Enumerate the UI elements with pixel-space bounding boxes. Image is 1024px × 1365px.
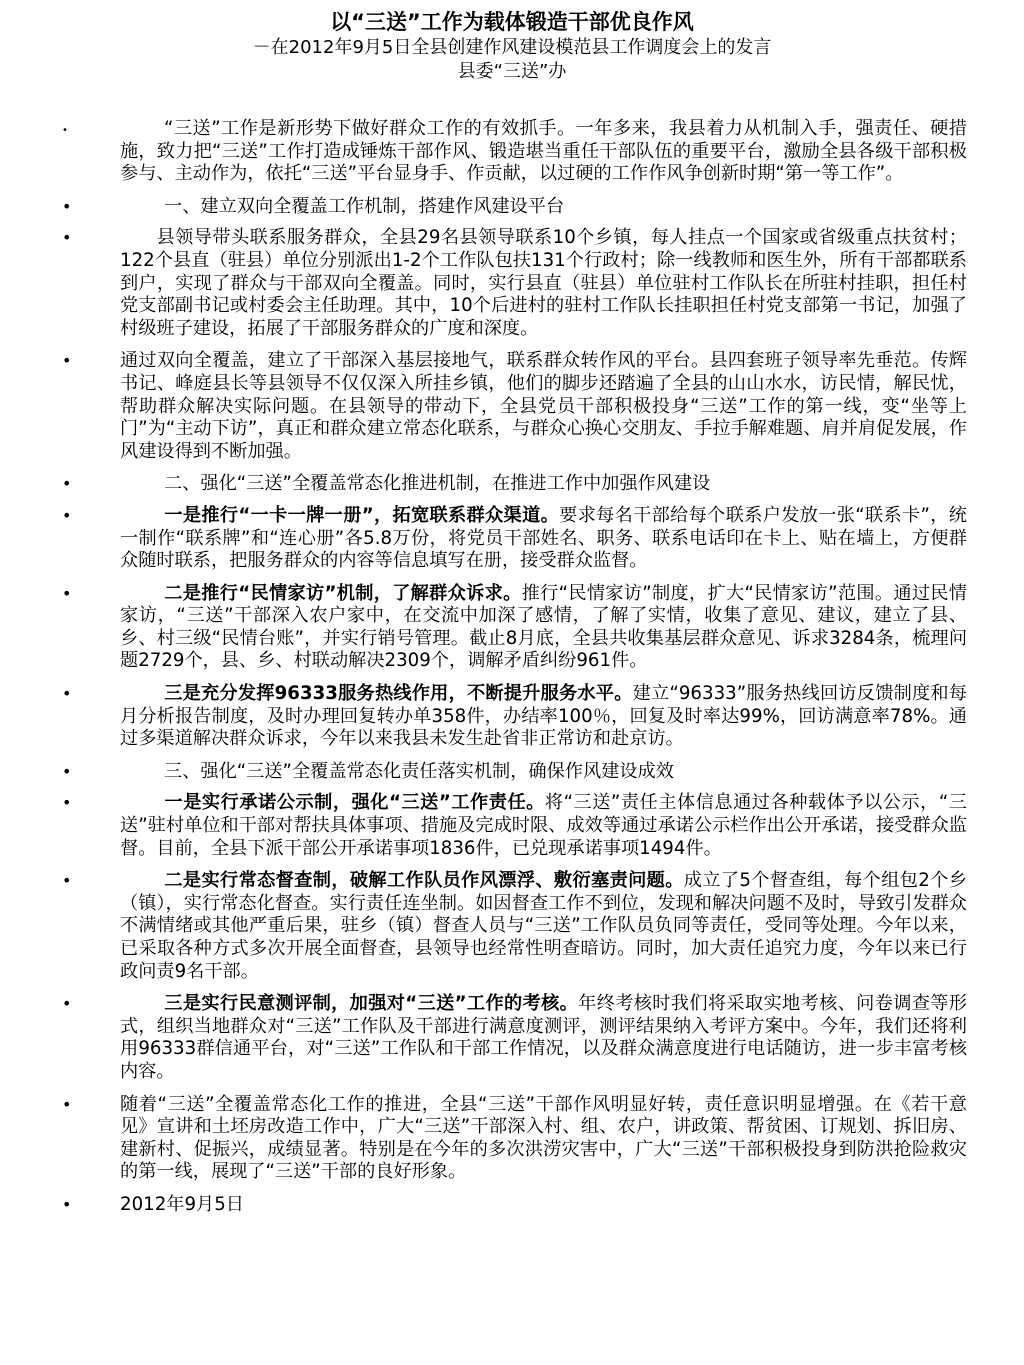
section-heading-3 xyxy=(62,761,967,784)
bullet-icon: • xyxy=(62,793,72,813)
paragraph xyxy=(62,993,967,1083)
paragraph-lead: 二是推行“民情家访”机制，了解群众诉求。 xyxy=(164,582,522,604)
bullet-icon: • xyxy=(62,228,72,248)
paragraph-intro xyxy=(62,118,967,186)
document-title: 以“三送”工作为载体锻造干部优良作风 xyxy=(330,10,694,34)
bullet-icon: • xyxy=(62,125,68,136)
paragraph-text: 要求每名干部给每个联系户发放一张“联系卡”，统一制作“联系牌”和“连心册”各5.8万份，将党员干部姓名、职务、联系电话印在卡上、贴在墙上，方便群众随时联系，把服务群众的内容等信息填写在册，接受群众监督。 xyxy=(120,504,967,572)
bullet-icon: • xyxy=(62,583,72,603)
paragraph-lead: 二是实行常态督查制，破解工作队员作风漂浮、敷衍塞责问题。 xyxy=(164,870,684,892)
paragraph-lead: 一是推行“一卡一牌一册”，拓宽联系群众渠道。 xyxy=(164,504,560,526)
paragraph xyxy=(62,227,967,340)
paragraph-text: 二、强化“三送”全覆盖常态化推进机制，在推进工作中加强作风建设 xyxy=(164,473,711,495)
bullet-icon: • xyxy=(62,684,72,704)
paragraph-text: 通过双向全覆盖，建立了干部深入基层接地气，联系群众转作风的平台。县四套班子领导率先垂范。传辉书记、峰庭县长等县领导不仅仅深入所挂乡镇，他们的脚步还踏遍了全县的山山水水，访民情，解民忧，帮助群众解决实际问题。在县领导的带动下，全县党员干部积极投身“三送”工作的第一线，变“坐等上门”为“主动下访”，真正和群众建立常态化联系，与群众心换心交朋友、手拉手解难题、肩并肩促发展，作风建设得到不断加强。 xyxy=(120,350,967,462)
paragraph-text: 将“三送”责任主体信息通过各种载体予以公示，“三送”驻村单位和干部对帮扶具体事项、措施及完成时限、成效等通过承诺公示栏作出公开承诺，接受群众监督。目前，全县下派干部公开承诺事项1836件，已兑现承诺事项1494件。 xyxy=(120,792,967,859)
document-author: 县委“三送”办 xyxy=(457,61,567,82)
section-heading-1 xyxy=(62,196,967,219)
document-date xyxy=(62,1194,967,1217)
paragraph-lead: 一是实行承诺公示制，强化“三送”工作责任。 xyxy=(164,792,545,814)
paragraph-text: 县领导带头联系服务群众，全县29名县领导联系10个乡镇，每人挂点一个国家或省级重点扶贫村；122个县直（驻县）单位分别派出1-2个工作队包扶131个行政村；除一线教师和医生外，所有干部都联系到户，实现了群众与干部双向全覆盖。同时，实行县直（驻县）单位驻村工作队长在所驻村挂职，担任村党支部副书记或村委会主任助理。其中，10个后进村的驻村工作队长挂职担任村党支部第一书记，加强了村级班子建设，拓展了干部服务群众的广度和深度。 xyxy=(120,227,967,339)
paragraph xyxy=(62,350,967,463)
paragraph-text: “三送”工作是新形势下做好群众工作的有效抓手。一年多来，我县着力从机制入手，强责任、硬措施，致力把“三送”工作打造成锤炼干部作风、锻造堪当重任干部队伍的重要平台，激励全县各级干部积极参与、主动作为，依托“三送”平台显身手、作贡献，以过硬的工作作风争创新时期“第一等工作”。 xyxy=(120,118,967,185)
bullet-icon: • xyxy=(62,871,72,891)
bullet-icon: • xyxy=(62,1194,72,1214)
bullet-icon: • xyxy=(62,474,72,494)
paragraph xyxy=(62,683,967,751)
paragraph-text: 年终考核时我们将采取实地考核、问卷调查等形式，组织当地群众对“三送”工作队及干部进行满意度测评，测评结果纳入考评方案中。今年，我们还将利用96333群信通平台，对“三送”工作队和干部工作情况，以及群众满意度进行电话随访，进一步丰富考核内容。 xyxy=(120,993,967,1082)
paragraph-text: 建立“96333”服务热线回访反馈制度和每月分析报告制度，及时办理回复转办单358件，办结率100％，回复及时率达99%，回访满意率78%。通过多渠道解决群众诉求，今年以来我县未发生赴省非正常访和赴京访。 xyxy=(120,683,967,750)
bullet-icon: • xyxy=(62,351,72,371)
document-subtitle: －在2012年9月5日全县创建作风建设模范县工作调度会上的发言 xyxy=(252,37,772,58)
document-header xyxy=(0,8,1024,84)
bullet-icon: • xyxy=(62,196,72,216)
bullet-icon: • xyxy=(62,505,72,525)
document-body xyxy=(62,118,967,1227)
paragraph-text: 三、强化“三送”全覆盖常态化责任落实机制，确保作风建设成效 xyxy=(164,760,674,782)
paragraph-text: 成立了5个督查组，每个组包2个乡（镇），实行常态化督查。实行责任连坐制。如因督查工作不到位，发现和解决问题不及时，导致引发群众不满情绪或其他严重后果，驻乡（镇）督查人员与“三送”工作队员负同等责任，受同等处理。今年以来，已采取各种方式多次开展全面督查，县领导也经常性明查暗访。同时，加大责任追究力度，今年以来已行政问责9名干部。 xyxy=(120,870,967,982)
paragraph-text: 一、建立双向全覆盖工作机制，搭建作风建设平台 xyxy=(164,195,565,217)
bullet-icon: • xyxy=(62,1094,72,1114)
paragraph xyxy=(62,870,967,983)
paragraph-lead: 三是实行民意测评制，加强对“三送”工作的考核。 xyxy=(164,993,579,1015)
paragraph-lead: 三是充分发挥96333服务热线作用，不断提升服务水平。 xyxy=(164,683,633,705)
paragraph xyxy=(62,792,967,860)
paragraph-text: 推行“民情家访”制度，扩大“民情家访”范围。通过民情家访，“三送”干部深入农户家中，在交流中加深了感情，了解了实情，收集了意见、建议，建立了县、乡、村三级“民情台账”，并实行销号管理。截止8月底，全县共收集基层群众意见、诉求3284条，梳理问题2729个，县、乡、村联动解决2309个，调解矛盾纠纷961件。 xyxy=(120,582,967,672)
paragraph xyxy=(62,583,967,673)
paragraph xyxy=(62,505,967,573)
paragraph-text: 随着“三送”全覆盖常态化工作的推进，全县“三送”干部作风明显好转，责任意识明显增强。在《若干意见》宣讲和土坯房改造工作中，广大“三送”干部深入村、组、农户，讲政策、帮贫困、订规划、拆旧房、建新村、促振兴，成绩显著。特别是在今年的多次洪涝灾害中，广大“三送”干部积极投身到防洪抢险救灾的第一线，展现了“三送”干部的良好形象。 xyxy=(120,1093,967,1183)
section-heading-2 xyxy=(62,473,967,496)
bullet-icon: • xyxy=(62,761,72,781)
paragraph-conclusion xyxy=(62,1094,967,1184)
bullet-icon: • xyxy=(62,994,72,1014)
paragraph-text: 2012年9月5日 xyxy=(120,1193,244,1215)
